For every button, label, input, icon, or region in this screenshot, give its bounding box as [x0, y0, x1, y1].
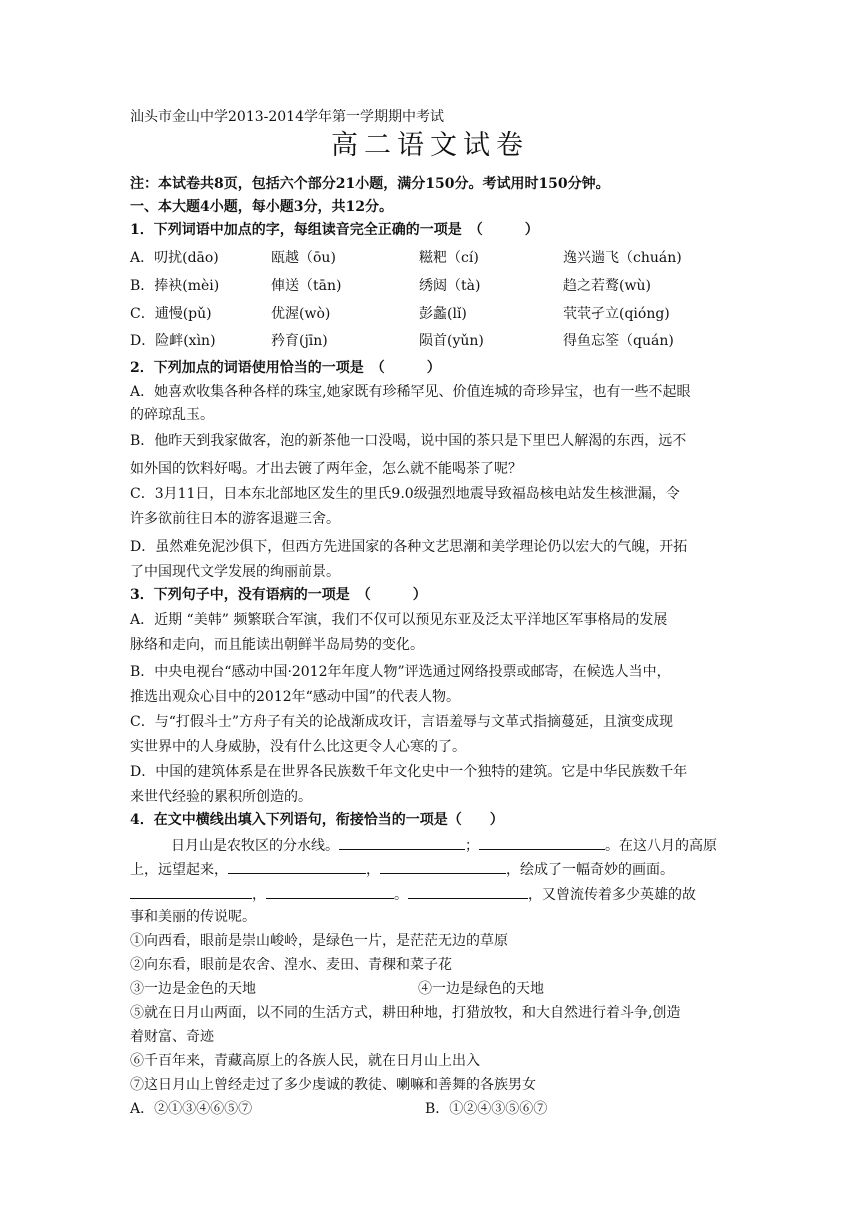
blank-5	[130, 884, 252, 899]
question-3-option-d-cont: 来世代经验的累积所创造的。	[130, 789, 312, 805]
option-b-1: B．捧袂(mèi)	[130, 278, 220, 294]
option-c-3: 彭蠡(lǐ)	[419, 306, 467, 322]
option-a-3: 糍粑（cí)	[419, 250, 479, 266]
passage-line-2: 上，远望起来， ， ，绘成了一幅奇妙的画面。	[130, 859, 730, 879]
blank-1	[339, 835, 465, 850]
sentence-2: ②向东看，眼前是农舍、湟水、麦田、青稞和菜子花	[130, 957, 452, 973]
question-4-stem: 4．在文中横线出填入下列语句，衔接恰当的一项是（ ）	[130, 812, 504, 828]
option-d-3: 陨首(yǔn)	[419, 333, 484, 349]
question-4-option-b: B．①②④③⑤⑥⑦	[425, 1101, 548, 1117]
question-3-option-c-cont: 实世界中的人身威胁，没有什么比这更令人心寒的了。	[130, 739, 466, 755]
option-c-2: 优渥(wò)	[271, 306, 331, 322]
blank-4	[380, 859, 506, 874]
sentence-5: ⑤就在日月山两面，以不同的生活方式，耕田种地，打猎放牧，和大自然进行着斗争,创造	[130, 1005, 681, 1021]
sentence-7: ⑦这日月山上曾经走过了多少虔诚的教徒、喇嘛和善舞的各族男女	[130, 1077, 536, 1093]
option-b-3: 绣闼（tà)	[419, 278, 481, 294]
sentence-3: ③一边是金色的天地	[130, 981, 256, 997]
option-a-4: 逸兴遄飞（chuán)	[563, 250, 682, 266]
exam-title: 高二语文试卷	[331, 130, 529, 161]
passage-line-1: 日月山是农牧区的分水线。 ； 。在这八月的高原	[171, 835, 771, 855]
question-2-option-d: D．虽然难免泥沙俱下，但西方先进国家的各种文艺思潮和美学理论仍以宏大的气魄，开拓	[130, 539, 688, 555]
question-4-option-a: A．②①③④⑥⑤⑦	[130, 1101, 253, 1117]
question-3-option-b-cont: 推选出观众心目中的2012年“感动中国”的代表人物。	[130, 689, 460, 705]
question-2-stem: 2．下列加点的词语使用恰当的一项是 （ ）	[130, 360, 441, 376]
blank-3	[228, 859, 366, 874]
blank-2	[479, 835, 605, 850]
option-c-1: C．逋慢(pǔ)	[130, 306, 212, 322]
option-a-1: A．叨扰(dāo)	[130, 250, 219, 266]
question-1-stem: 1．下列词语中加点的字，每组读音完全正确的一项是 （ ）	[130, 222, 539, 238]
question-3-option-a: A．近期 “美韩” 频繁联合军演，我们不仅可以预见东亚及泛太平洋地区军事格局的发展	[130, 612, 668, 628]
option-b-2: 俥送（tān)	[271, 278, 342, 294]
question-2-option-d-cont: 了中国现代文学发展的绚丽前景。	[130, 564, 340, 580]
passage-line-4: 事和美丽的传说呢。	[130, 909, 256, 925]
option-b-4: 趋之若鹜(wù)	[563, 278, 651, 294]
option-d-2: 矜育(jīn)	[271, 333, 328, 349]
exam-note: 注：本试卷共8页，包括六个部分21小题，满分150分。考试用时150分钟。	[130, 176, 610, 192]
passage-line-3: ， 。 ，又曾流传着多少英雄的故	[130, 884, 730, 904]
sentence-4: ④一边是绿色的天地	[418, 981, 544, 997]
sentence-6: ⑥千百年来，青藏高原上的各族人民，就在日月山上出入	[130, 1053, 480, 1069]
question-3-option-a-cont: 脉络和走向，而且能读出朝鲜半岛局势的变化。	[130, 637, 424, 653]
sentence-1: ①向西看，眼前是崇山峻岭，是绿色一片，是茫茫无边的草原	[130, 933, 508, 949]
question-2-option-b-cont: 如外国的饮料好喝。才出去镀了两年金，怎么就不能喝茶了呢？	[130, 461, 522, 477]
question-2-option-b: B．他昨天到我家做客，泡的新茶他一口没喝，说中国的茶只是下里巴人解渴的东西，远不	[130, 433, 687, 449]
blank-7	[408, 884, 528, 899]
section-heading: 一、本大题4小题，每小题3分，共12分。	[130, 199, 393, 215]
question-3-option-d: D．中国的建筑体系是在世界各民族数千年文化史中一个独特的建筑。它是中华民族数千年	[130, 764, 688, 780]
question-3-option-c: C．与“打假斗士”方舟子有关的论战渐成攻讦，言语羞辱与文革式指摘蔓延，且演变成现	[130, 714, 674, 730]
question-2-option-c: C．3月11日，日本东北部地区发生的里氏9.0级强烈地震导致福岛核电站发生核泄漏，令	[130, 486, 680, 502]
question-2-option-a: A．她喜欢收集各种各样的珠宝,她家既有珍稀罕见、价值连城的奇珍异宝，也有一些不起眼	[130, 384, 691, 400]
option-d-4: 得鱼忘筌（quán)	[563, 333, 674, 349]
question-3-option-b: B．中央电视台“感动中国·2012年年度人物”评选通过网络投票或邮寄，在候选人当中，	[130, 664, 671, 680]
option-c-4: 茕茕孑立(qióng)	[563, 306, 670, 322]
sentence-5-cont: 着财富、奇迹	[130, 1029, 214, 1045]
question-2-option-a-cont: 的碎琼乱玉。	[130, 407, 214, 423]
blank-6	[266, 884, 394, 899]
question-3-stem: 3．下列句子中，没有语病的一项是 （ ）	[130, 587, 427, 603]
option-a-2: 瓯越（ōu)	[271, 250, 336, 266]
school-header: 汕头市金山中学2013-2014学年第一学期期中考试	[130, 109, 444, 125]
option-d-1: D．险衅(xìn)	[130, 333, 216, 349]
question-2-option-c-cont: 许多欲前往日本的游客退避三舍。	[130, 511, 340, 527]
